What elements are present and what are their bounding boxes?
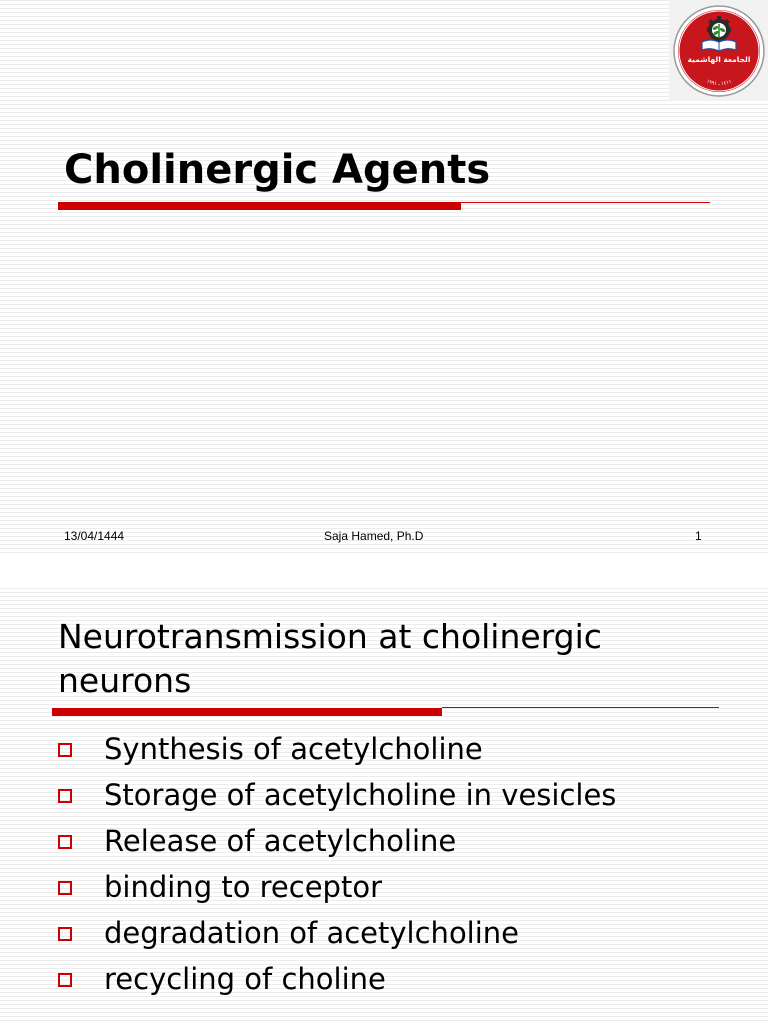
slide-2 — [0, 588, 768, 1024]
university-seal-icon — [672, 2, 766, 100]
hollow-square-bullet-icon — [58, 881, 72, 895]
hollow-square-bullet-icon — [58, 927, 72, 941]
list-item — [58, 818, 616, 864]
bullet-text: Synthesis of acetylcholine — [104, 732, 483, 766]
bullet-text: binding to receptor — [104, 870, 383, 904]
hollow-square-bullet-icon — [58, 835, 72, 849]
list-item — [58, 864, 616, 910]
bullet-list — [58, 726, 616, 1002]
title-underline-thin — [442, 707, 719, 708]
seal-name-text: الجامعة الهاشمية — [687, 54, 750, 64]
list-item — [58, 772, 616, 818]
list-item — [58, 726, 616, 772]
title-underline-thick — [58, 202, 461, 210]
university-logo — [669, 0, 768, 101]
title-underline-thin — [461, 202, 710, 203]
hollow-square-bullet-icon — [58, 743, 72, 757]
title-underline-thick — [52, 708, 442, 716]
footer-date: 13/04/1444 — [64, 529, 125, 543]
slide-title: Cholinergic Agents — [64, 147, 491, 193]
bullet-text: degradation of acetylcholine — [104, 916, 520, 950]
hollow-square-bullet-icon — [58, 973, 72, 987]
bullet-text: Release of acetylcholine — [104, 824, 457, 858]
bullet-text: Storage of acetylcholine in vesicles — [104, 778, 617, 812]
slide-title: Neurotransmission at cholinergic neurons — [58, 617, 602, 700]
list-item — [58, 956, 616, 1002]
list-item — [58, 910, 616, 956]
svg-text:١٤١١ ـ ١٩٩١: ١٤١١ ـ ١٩٩١ — [705, 78, 732, 87]
hollow-square-bullet-icon — [58, 789, 72, 803]
footer-page-number: 1 — [695, 529, 702, 543]
footer-author: Saja Hamed, Ph.D — [324, 529, 424, 543]
bullet-text: recycling of choline — [104, 962, 386, 996]
